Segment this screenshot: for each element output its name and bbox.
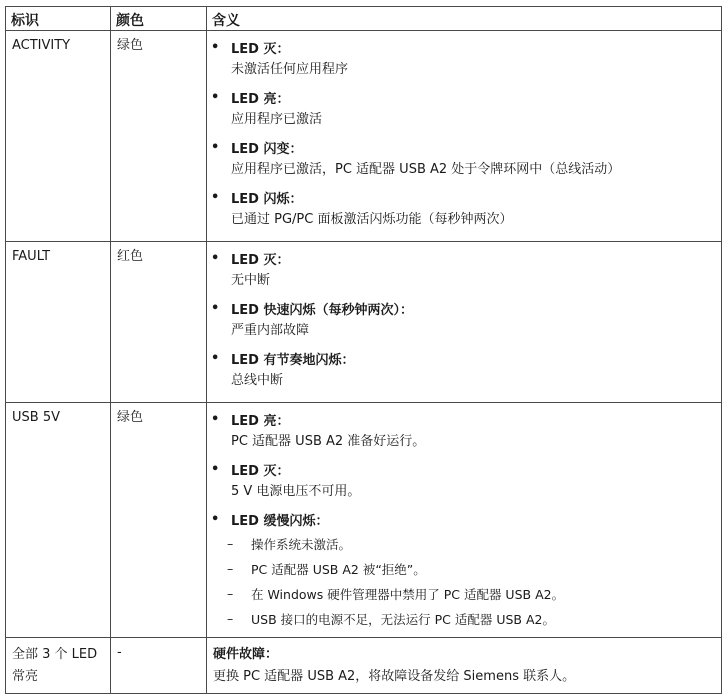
row-color: - [117, 645, 122, 660]
bullet-icon: • [211, 39, 220, 55]
bullet-icon: • [211, 139, 220, 155]
list-item [211, 407, 721, 457]
item-description: PC 适配器 USB A2 准备好运行。 [231, 434, 426, 449]
row-identifier-line1: 全部 3 个 LED [12, 647, 98, 662]
row-color: 绿色 [117, 38, 144, 53]
bullet-icon: • [211, 250, 220, 266]
sub-item-text: 操作系统未激活。 [251, 536, 352, 552]
item-title: LED 亮： [231, 413, 290, 429]
header-meaning: 含义 [207, 7, 722, 31]
item-description: 总线中断 [231, 373, 284, 388]
sub-item-text: USB 接口的电源不足，无法运行 PC 适配器 USB A2。 [251, 611, 555, 627]
bullet-icon: • [211, 461, 220, 477]
list-item [211, 35, 721, 85]
item-description: 5 V 电源电压不可用。 [231, 484, 361, 499]
dash-icon: – [227, 586, 234, 601]
list-item [211, 85, 721, 135]
dash-icon: – [227, 561, 234, 576]
bullet-icon: • [211, 89, 220, 105]
sub-list-item [211, 581, 721, 606]
dash-icon: – [227, 611, 234, 626]
row-identifier [6, 638, 110, 688]
row-color: 红色 [117, 249, 144, 264]
item-title: 硬件故障： [213, 647, 279, 662]
sub-list-item [211, 606, 721, 631]
row-identifier: ACTIVITY [12, 38, 71, 53]
table-row-usb5v [6, 403, 722, 638]
row-identifier-line2: 常亮 [12, 669, 39, 684]
item-title: LED 快速闪烁（每秒钟两次）： [231, 302, 413, 318]
item-title: LED 闪烁： [231, 191, 303, 207]
bullet-icon: • [211, 511, 220, 527]
bullet-icon: • [211, 411, 220, 427]
item-description: 更换 PC 适配器 USB A2，将故障设备发给 Siemens 联系人。 [213, 669, 576, 684]
item-description: 严重内部故障 [231, 323, 310, 338]
item-title: LED 缓慢闪烁： [231, 513, 329, 529]
sub-list-item [211, 531, 721, 556]
item-title: LED 灭： [231, 463, 290, 479]
item-description: 应用程序已激活 [231, 112, 323, 127]
list-item [211, 346, 721, 396]
list-item [211, 246, 721, 296]
item-description: 应用程序已激活，PC 适配器 USB A2 处于令牌环网中（总线活动） [231, 162, 621, 177]
header-color: 颜色 [111, 7, 207, 31]
item-description: 未激活任何应用程序 [231, 62, 349, 77]
item-description: 无中断 [231, 273, 271, 288]
item-title: LED 灭： [231, 252, 290, 268]
row-identifier: FAULT [12, 249, 51, 264]
item-title: LED 灭： [231, 41, 290, 57]
dash-icon: – [227, 536, 234, 551]
bullet-icon: • [211, 350, 220, 366]
row-identifier: USB 5V [12, 410, 60, 425]
led-status-table [5, 6, 722, 694]
list-item [211, 457, 721, 507]
table-row-fault [6, 242, 722, 403]
item-title: LED 亮： [231, 91, 290, 107]
item-title: LED 闪变： [231, 141, 303, 157]
list-item [211, 507, 721, 531]
list-item [211, 185, 721, 235]
sub-item-text: 在 Windows 硬件管理器中禁用了 PC 适配器 USB A2。 [251, 586, 565, 602]
bullet-icon: • [211, 300, 220, 316]
list-item [211, 296, 721, 346]
item-title: LED 有节奏地闪烁： [231, 352, 355, 368]
table-row-activity [6, 31, 722, 242]
header-identifier: 标识 [6, 7, 111, 31]
row-color: 绿色 [117, 410, 144, 425]
table-row-all-leds [6, 638, 722, 694]
sub-list-item [211, 556, 721, 581]
item-description: 已通过 PG/PC 面板激活闪烁功能（每秒钟两次） [231, 212, 513, 227]
bullet-icon: • [211, 189, 220, 205]
list-item [211, 135, 721, 185]
sub-item-text: PC 适配器 USB A2 被“拒绝”。 [251, 561, 426, 577]
table-header-row [6, 7, 722, 31]
